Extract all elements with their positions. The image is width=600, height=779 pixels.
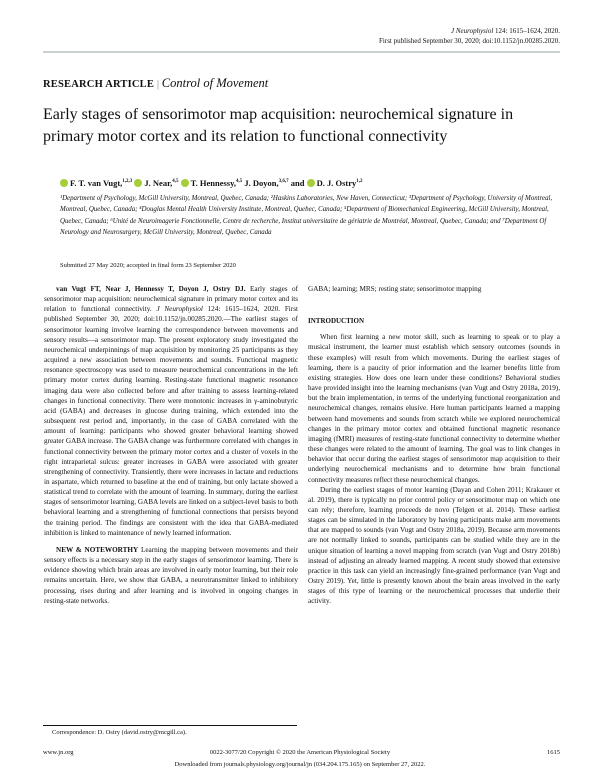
intro-paragraph: During the earliest stages of motor learning (Dayan and Cohen 2011; Krakauer et al. 2019), there is typically no prior control policy or sensorimotor map on which one can rely; therefore, learning proceeds de novo (Telgen et al. 2014). These earliest stages can be simulated in the laboratory by having participants make arm movements that are mapped to sounds (van Vugt and Ostry 2018a, 2019). Because arm movements are not normally linked to sounds, participants can be studied while they are in the unique situation of learning a novel mapping from scratch (van Vugt and Ostry 2018b) instead of adjusting an already learned mapping. A recent study showed that extensive practice in this task can yield an increasingly fine-grained performance (van Vugt and Ostry 2019). Yet, little is presently known about the brain areas involved in the early stages of this type of learning or the neurochemical processes that underlie their activity. — [308, 485, 560, 606]
header-divider — [43, 51, 560, 53]
page-number: 1615 — [547, 749, 560, 756]
copyright: 0022-3077/20 Copyright © 2020 the American Physiological Society — [209, 749, 391, 756]
author — [181, 178, 243, 188]
author — [134, 178, 178, 188]
orcid-icon[interactable] — [134, 179, 142, 187]
right-column — [308, 284, 560, 607]
footnote-divider — [43, 725, 297, 726]
left-column — [44, 284, 298, 606]
intro-heading: INTRODUCTION — [308, 317, 365, 326]
abstract-citation-authors: van Vugt FT, Near J, Hennessy T, Doyon J, Ostry DJ. — [56, 285, 246, 293]
author-name: T. Hennessy, — [190, 178, 236, 188]
author-name: F. T. van Vugt, — [70, 178, 123, 188]
author — [291, 178, 305, 188]
publication-info: First published September 30, 2020; doi:10.1152/jn.00285.2020. — [379, 37, 560, 45]
author-name: and — [290, 178, 305, 188]
new-noteworthy — [44, 545, 298, 606]
new-noteworthy-body: Learning the mapping between movements and their sensory effects is a necessary step in the early stages of sensorimotor learning. There is evidence showing which brain areas are involved in early motor learning, but their role remains uncertain. Here, we show that GABA, a neurotransmitter linked to inhibitory processing, rises during and after learning and is involved in ongoing changes in resting-state networks. — [44, 545, 298, 605]
section-separator: | — [156, 78, 160, 90]
author-name: D. J. Ostry — [316, 178, 357, 188]
journal-name: J Neurophysiol — [450, 27, 494, 35]
submission-dates: Submitted 27 May 2020; accepted in final form 23 September 2020 — [60, 262, 236, 269]
journal-citation: 124: 1615–1624, 2020. — [493, 27, 560, 35]
download-notice: Downloaded from journals.physiology.org/journal/jn (034.204.175.165) on September 27, 2022. — [174, 761, 426, 768]
article-section — [43, 76, 268, 91]
author — [307, 178, 363, 188]
author-name: J. Near, — [144, 178, 173, 188]
journal-website[interactable]: www.jn.org — [43, 749, 74, 756]
affiliations: ¹Department of Psychology, McGill University, Montreal, Quebec, Canada; ²Haskins Laboratories, New Haven, Connecticut; ³Department of Psychology, University of Montreal, Montreal, Quebec, Canada; ⁴Douglas Mental Health University Institute, Montreal, Quebec, Canada; ⁵Department of Biomechanical Engineering, McGill University, Montreal, Quebec, Canada; ⁶Unité de Neuroimagerie Fonctionnelle, Centre de recherche, Institut universitaire de gériatrie de Montréal, Montreal, Quebec, Canada; and ⁷Department Of Neurology and Neurosurgery, McGill University, Montreal, Quebec, Canada — [60, 195, 553, 236]
orcid-icon[interactable] — [307, 179, 315, 187]
author — [60, 178, 132, 188]
article-type: RESEARCH ARTICLE — [43, 79, 155, 90]
author-affiliation-marks: 4,5 — [172, 179, 179, 185]
abstract-body: 124: 1615–1624, 2020. First published September 30, 2020; doi:10.1152/jn.00285.2020.—The earliest stages of sensorimotor learning involve learning the correspondence between movements and sensory results—a sensorimotor map. The present exploratory study investigated the neurochemical underpinnings of map acquisition by monitoring 25 participants as they acquired a new association between movements and sounds. Functional magnetic resonance spectroscopy was used to measure neurochemical concentrations in the left primary motor cortex during learning. Resting-state functional magnetic resonance imaging data were also collected before and after training to assess learning-related changes in functional connectivity. There were monotonic increases in γ-aminobutyric acid (GABA) and decreases in glucose during training, which extended into the subsequent rest period and, importantly, in the case of GABA correlated with the amount of learning: participants who showed greater behavioral learning showed greater GABA increase. The GABA change was furthermore correlated with changes in functional connectivity between the primary motor cortex and a cluster of voxels in the right intraparietal sulcus: greater increases in GABA were associated with greater strengthening of connectivity. Transiently, there were increases in lactate and reductions in aspartate, which returned to baseline at the end of training, but only lactate showed a statistical trend to correlate with the amount of learning. In summary, during the earliest stages of sensorimotor learning, GABA levels are linked on a subject-level basis to both behavioral learning and a strengthening of functional connections that persists beyond the training period. The findings are consistent with the idea that GABA-mediated inhibition is linked to maintenance of newly learned information. — [44, 305, 298, 537]
abstract-citation-title: Early stages of sensorimotor map acquisition: neurochemical signature in primary motor cortex and its relation to functional connectivity. — [44, 285, 298, 314]
orcid-icon[interactable] — [60, 179, 68, 187]
abstract — [44, 284, 298, 538]
author-affiliation-marks: 3,6,7 — [278, 179, 289, 185]
author-affiliation-marks: 1,2 — [356, 179, 363, 185]
keywords: GABA; learning; MRS; resting state; sensorimotor mapping — [308, 285, 482, 293]
intro-paragraph: When first learning a new motor skill, such as learning to speak or to play a musical instrument, the learner must establish which sensory outcomes (sounds in these examples) will result from which movements. During the earliest stages of learning, there is a paucity of prior information and the learner benefits little from existing strategies. How does one learn under these conditions? Behavioral studies have provided insight into the learning mechanisms (van Vugt and Ostry 2018a, 2019), but the brain implementation, in terms of the underlying functional reorganization and neurochemical changes, remains elusive. Here human participants learned a mapping between hand movements and sounds from scratch while we explored neurochemical changes in the primary motor cortex and obtained functional magnetic resonance imaging (fMRI) measures of resting-state functional connectivity to determine whether these changes were related to the amount of learning. The goal was to link changes in behavior that occur during the earliest stages of sensorimotor map acquisition to their underlying neurochemical mechanisms and to determine how brain functional connectivity measures reflect these neurochemical changes. — [308, 333, 560, 484]
author-list — [60, 178, 363, 188]
orcid-icon[interactable] — [181, 179, 189, 187]
correspondence: Correspondence: D. Ostry (david.ostry@mcgill.ca). — [52, 729, 187, 736]
abstract-citation-journal: J Neurophysiol — [156, 305, 203, 314]
author-affiliation-marks: 4,5 — [236, 179, 243, 185]
new-noteworthy-heading: NEW & NOTEWORTHY — [56, 545, 139, 554]
author-affiliation-marks: 1,2,3 — [122, 179, 133, 185]
journal-header — [379, 26, 560, 46]
article-title: Early stages of sensorimotor map acquisition: neurochemical signature in primary motor cortex and its relation to functional connectivity — [43, 106, 514, 145]
author-name: J. Doyon, — [244, 178, 279, 188]
article-topic: Control of Movement — [161, 76, 269, 90]
author — [244, 178, 288, 188]
